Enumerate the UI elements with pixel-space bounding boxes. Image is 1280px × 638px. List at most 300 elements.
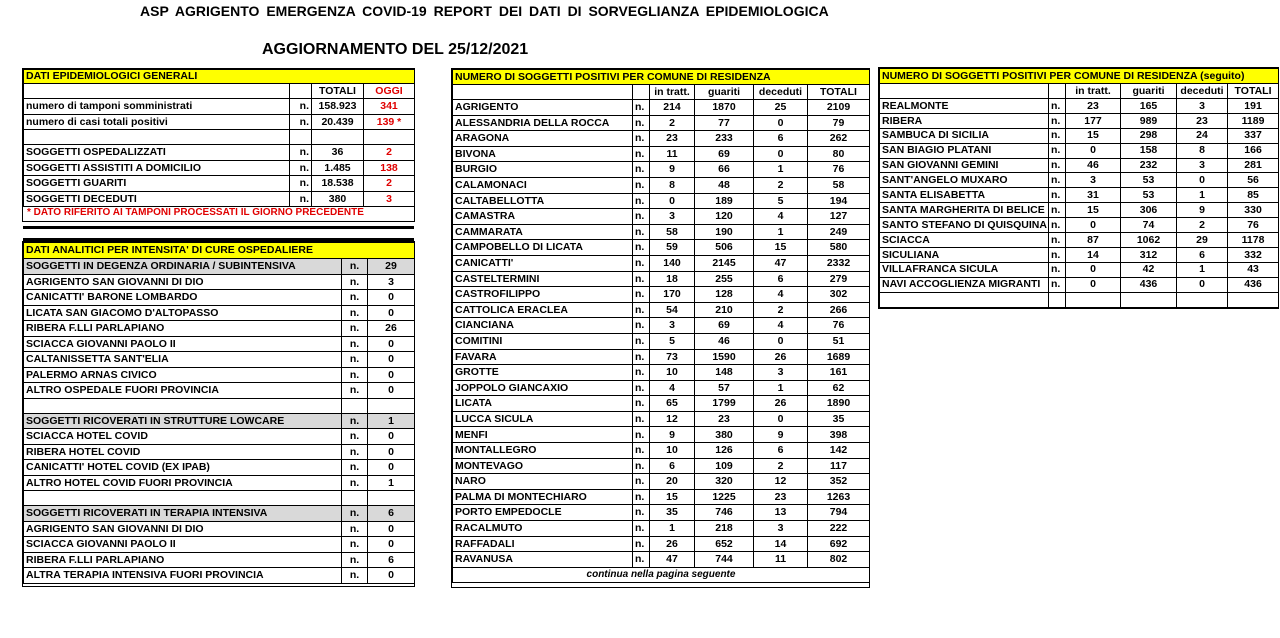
analytic-label: AGRIGENTO SAN GIOVANNI DI DIO <box>24 521 342 537</box>
comune-deceduti: 47 <box>754 255 808 271</box>
analytic-row <box>24 336 415 352</box>
comune-n: n. <box>633 365 650 381</box>
spacer-cell <box>1177 292 1228 307</box>
analytic-value: 3 <box>368 274 415 290</box>
comune-deceduti: 0 <box>754 146 808 162</box>
comune-row <box>453 365 870 381</box>
comune-deceduti: 1 <box>754 162 808 178</box>
spacer-cell <box>1066 292 1121 307</box>
comune-in-tratt: 20 <box>650 474 695 490</box>
spacer-cell <box>880 292 1049 307</box>
spacer-row <box>880 292 1279 307</box>
comune-guariti: 210 <box>695 302 754 318</box>
comune-n: n. <box>633 146 650 162</box>
comune-n: n. <box>1049 99 1066 114</box>
comune-in-tratt: 11 <box>650 146 695 162</box>
comune-name: RACALMUTO <box>453 521 633 537</box>
comune-n: n. <box>633 552 650 568</box>
comune-row <box>453 287 870 303</box>
general-total: 18.538 <box>312 176 364 192</box>
comuni-header-row <box>453 70 870 85</box>
comune-row <box>880 158 1279 173</box>
comune-guariti: 1870 <box>695 100 754 116</box>
comune-in-tratt: 15 <box>1066 128 1121 143</box>
general-data-table <box>23 69 415 207</box>
general-total: 20.439 <box>312 114 364 130</box>
general-label: numero di tamponi somministrati <box>24 99 290 115</box>
comuni-continued-table <box>879 68 1279 308</box>
continue-row <box>453 567 870 582</box>
comune-guariti: 46 <box>695 333 754 349</box>
comune-name: JOPPOLO GIANCAXIO <box>453 380 633 396</box>
analytic-n: n. <box>342 305 368 321</box>
comune-totali: 352 <box>808 474 870 490</box>
comune-in-tratt: 54 <box>650 302 695 318</box>
comune-totali: 161 <box>808 365 870 381</box>
comune-guariti: 233 <box>695 131 754 147</box>
analytic-row <box>24 521 415 537</box>
analytic-value: 0 <box>368 352 415 368</box>
comune-guariti: 436 <box>1121 277 1177 292</box>
general-label: SOGGETTI DECEDUTI <box>24 191 290 207</box>
comune-n: n. <box>633 427 650 443</box>
analytic-row <box>24 460 415 476</box>
comune-in-tratt: 35 <box>650 505 695 521</box>
comune-row <box>453 100 870 116</box>
analytic-n: n. <box>342 460 368 476</box>
comune-name: ALESSANDRIA DELLA ROCCA <box>453 115 633 131</box>
comune-n: n. <box>1049 218 1066 233</box>
comune-in-tratt: 6 <box>650 458 695 474</box>
comune-totali: 166 <box>1228 143 1279 158</box>
comune-totali: 692 <box>808 536 870 552</box>
comune-totali: 79 <box>808 115 870 131</box>
comune-n: n. <box>1049 143 1066 158</box>
analytic-header: DATI ANALITICI PER INTENSITA' DI CURE OSPEDALIERE <box>24 243 415 259</box>
analytic-row <box>24 537 415 553</box>
comune-deceduti: 6 <box>754 443 808 459</box>
comune-deceduti: 25 <box>754 100 808 116</box>
comune-totali: 222 <box>808 521 870 537</box>
comune-guariti: 120 <box>695 209 754 225</box>
comune-guariti: 165 <box>1121 99 1177 114</box>
comune-deceduti: 0 <box>1177 173 1228 188</box>
comune-row <box>453 271 870 287</box>
comune-deceduti: 6 <box>1177 247 1228 262</box>
comune-in-tratt: 18 <box>650 271 695 287</box>
comune-totali: 266 <box>808 302 870 318</box>
spacer-cell <box>24 84 290 99</box>
comune-in-tratt: 3 <box>650 209 695 225</box>
comune-guariti: 380 <box>695 427 754 443</box>
comune-guariti: 69 <box>695 146 754 162</box>
analytic-row <box>24 429 415 445</box>
comune-guariti: 232 <box>1121 158 1177 173</box>
analytic-n: n. <box>342 444 368 460</box>
comune-name: CANICATTI' <box>453 255 633 271</box>
comune-name: SANTA MARGHERITA DI BELICE <box>880 203 1049 218</box>
spacer-cell <box>1121 292 1177 307</box>
analytic-value: 0 <box>368 460 415 476</box>
analytic-n: n. <box>342 352 368 368</box>
col-guariti: guariti <box>1121 84 1177 99</box>
general-total: 1.485 <box>312 160 364 176</box>
analytic-label: RIBERA F.LLI PARLAPIANO <box>24 552 342 568</box>
comune-totali: 1890 <box>808 396 870 412</box>
comune-row <box>453 474 870 490</box>
comune-n: n. <box>1049 173 1066 188</box>
comune-deceduti: 0 <box>754 411 808 427</box>
comune-deceduti: 1 <box>754 224 808 240</box>
analytic-label: ALTRO HOTEL COVID FUORI PROVINCIA <box>24 475 342 491</box>
comune-guariti: 48 <box>695 177 754 193</box>
comune-row <box>453 552 870 568</box>
spacer-cell <box>1049 292 1066 307</box>
spacer-cell <box>290 130 312 145</box>
general-n: n. <box>290 145 312 161</box>
comuni-header-row <box>880 69 1279 84</box>
comune-row <box>453 209 870 225</box>
comune-deceduti: 29 <box>1177 233 1228 248</box>
comune-name: SANTO STEFANO DI QUISQUINA <box>880 218 1049 233</box>
comune-n: n. <box>633 287 650 303</box>
comune-n: n. <box>633 443 650 459</box>
spacer-cell <box>24 398 342 413</box>
comune-name: VILLAFRANCA SICULA <box>880 262 1049 277</box>
comune-guariti: 69 <box>695 318 754 334</box>
comune-totali: 191 <box>1228 99 1279 114</box>
comune-name: CALTABELLOTTA <box>453 193 633 209</box>
comune-name: SICULIANA <box>880 247 1049 262</box>
comune-row <box>453 131 870 147</box>
divider <box>23 226 414 229</box>
comune-totali: 58 <box>808 177 870 193</box>
comune-guariti: 128 <box>695 287 754 303</box>
report-title: ASP AGRIGENTO EMERGENZA COVID-19 REPORT DEI DATI DI SORVEGLIANZA EPIDEMIOLOGICA <box>140 3 829 19</box>
comune-name: MONTEVAGO <box>453 458 633 474</box>
comune-n: n. <box>633 240 650 256</box>
comune-deceduti: 3 <box>754 521 808 537</box>
spacer-cell <box>364 130 415 145</box>
comune-name: RAFFADALI <box>453 536 633 552</box>
spacer-cell <box>453 85 633 100</box>
comune-row <box>880 128 1279 143</box>
update-date: AGGIORNAMENTO DEL 25/12/2021 <box>262 41 529 58</box>
general-row <box>24 145 415 161</box>
comune-deceduti: 24 <box>1177 128 1228 143</box>
comune-name: CAMASTRA <box>453 209 633 225</box>
comune-row <box>880 277 1279 292</box>
general-total: 36 <box>312 145 364 161</box>
comune-in-tratt: 5 <box>650 333 695 349</box>
spacer-cell <box>312 130 364 145</box>
general-header: DATI EPIDEMIOLOGICI GENERALI <box>24 70 415 84</box>
comune-n: n. <box>633 349 650 365</box>
comune-n: n. <box>633 271 650 287</box>
comune-row <box>453 115 870 131</box>
general-row <box>24 176 415 192</box>
analytic-value: 0 <box>368 383 415 399</box>
comune-totali: 279 <box>808 271 870 287</box>
comune-deceduti: 1 <box>1177 262 1228 277</box>
comune-deceduti: 1 <box>754 380 808 396</box>
comune-deceduti: 5 <box>754 193 808 209</box>
analytic-data-table <box>23 242 415 584</box>
comune-guariti: 74 <box>1121 218 1177 233</box>
analytic-data-panel <box>22 241 415 587</box>
analytic-value: 0 <box>368 568 415 584</box>
col-oggi: OGGI <box>364 84 415 99</box>
comune-n: n. <box>633 536 650 552</box>
comune-name: AGRIGENTO <box>453 100 633 116</box>
comune-name: GROTTE <box>453 365 633 381</box>
comune-in-tratt: 46 <box>1066 158 1121 173</box>
comune-guariti: 744 <box>695 552 754 568</box>
comune-guariti: 53 <box>1121 173 1177 188</box>
comune-in-tratt: 0 <box>650 193 695 209</box>
analytic-row <box>24 290 415 306</box>
group-value: 29 <box>368 259 415 275</box>
comune-row <box>453 521 870 537</box>
comune-guariti: 126 <box>695 443 754 459</box>
comune-totali: 337 <box>1228 128 1279 143</box>
comune-name: CAMMARATA <box>453 224 633 240</box>
comuni-table <box>452 69 870 583</box>
spacer-cell <box>1228 292 1279 307</box>
comune-in-tratt: 15 <box>650 489 695 505</box>
comune-guariti: 1062 <box>1121 233 1177 248</box>
comune-guariti: 109 <box>695 458 754 474</box>
comune-deceduti: 4 <box>754 318 808 334</box>
general-today: 138 <box>364 160 415 176</box>
analytic-label: RIBERA F.LLI PARLAPIANO <box>24 321 342 337</box>
comune-row <box>880 233 1279 248</box>
analytic-row <box>24 367 415 383</box>
comune-row <box>880 99 1279 114</box>
analytic-value: 0 <box>368 429 415 445</box>
comune-deceduti: 1 <box>1177 188 1228 203</box>
analytic-label: RIBERA HOTEL COVID <box>24 444 342 460</box>
comune-name: CAMPOBELLO DI LICATA <box>453 240 633 256</box>
comune-in-tratt: 0 <box>1066 143 1121 158</box>
comune-name: ARAGONA <box>453 131 633 147</box>
spacer-cell <box>368 398 415 413</box>
comune-guariti: 148 <box>695 365 754 381</box>
comune-name: CATTOLICA ERACLEA <box>453 302 633 318</box>
comune-row <box>453 177 870 193</box>
col-totali: TOTALI <box>312 84 364 99</box>
analytic-n: n. <box>342 321 368 337</box>
group-label: SOGGETTI RICOVERATI IN TERAPIA INTENSIVA <box>24 506 342 522</box>
general-note: * DATO RIFERITO AI TAMPONI PROCESSATI IL GIORNO PRECEDENTE <box>27 207 364 218</box>
comune-totali: 802 <box>808 552 870 568</box>
analytic-row <box>24 568 415 584</box>
comune-name: MENFI <box>453 427 633 443</box>
comune-row <box>453 427 870 443</box>
comune-row <box>453 318 870 334</box>
comune-deceduti: 3 <box>754 365 808 381</box>
comune-totali: 2332 <box>808 255 870 271</box>
comune-n: n. <box>633 333 650 349</box>
comune-guariti: 53 <box>1121 188 1177 203</box>
comune-in-tratt: 65 <box>650 396 695 412</box>
comune-name: CASTELTERMINI <box>453 271 633 287</box>
comune-in-tratt: 10 <box>650 365 695 381</box>
comune-n: n. <box>633 396 650 412</box>
comune-guariti: 255 <box>695 271 754 287</box>
comune-in-tratt: 1 <box>650 521 695 537</box>
general-total: 158.923 <box>312 99 364 115</box>
analytic-label: SCIACCA HOTEL COVID <box>24 429 342 445</box>
comune-guariti: 77 <box>695 115 754 131</box>
comune-guariti: 57 <box>695 380 754 396</box>
analytic-value: 0 <box>368 537 415 553</box>
analytic-group-row <box>24 506 415 522</box>
comune-deceduti: 3 <box>1177 99 1228 114</box>
comune-in-tratt: 47 <box>650 552 695 568</box>
col-totali: TOTALI <box>1228 84 1279 99</box>
comune-deceduti: 23 <box>754 489 808 505</box>
general-label: SOGGETTI ASSISTITI A DOMICILIO <box>24 160 290 176</box>
comune-n: n. <box>633 131 650 147</box>
analytic-value: 0 <box>368 444 415 460</box>
comune-n: n. <box>1049 262 1066 277</box>
comune-in-tratt: 12 <box>650 411 695 427</box>
general-data-panel <box>22 68 415 222</box>
comune-totali: 62 <box>808 380 870 396</box>
comune-totali: 302 <box>808 287 870 303</box>
analytic-n: n. <box>342 290 368 306</box>
comune-row <box>453 458 870 474</box>
general-today: 3 <box>364 191 415 207</box>
analytic-row <box>24 383 415 399</box>
analytic-group-row <box>24 413 415 429</box>
comune-in-tratt: 9 <box>650 427 695 443</box>
comune-deceduti: 15 <box>754 240 808 256</box>
comune-in-tratt: 0 <box>1066 277 1121 292</box>
spacer-cell <box>633 85 650 100</box>
comune-totali: 580 <box>808 240 870 256</box>
analytic-value: 1 <box>368 475 415 491</box>
comune-n: n. <box>633 380 650 396</box>
comune-guariti: 312 <box>1121 247 1177 262</box>
analytic-row <box>24 274 415 290</box>
comune-row <box>880 218 1279 233</box>
comune-guariti: 320 <box>695 474 754 490</box>
comune-totali: 332 <box>1228 247 1279 262</box>
comune-in-tratt: 23 <box>650 131 695 147</box>
general-n: n. <box>290 99 312 115</box>
comune-deceduti: 0 <box>1177 277 1228 292</box>
comune-deceduti: 2 <box>1177 218 1228 233</box>
comune-n: n. <box>633 489 650 505</box>
col-in-tratt: in tratt. <box>1066 84 1121 99</box>
col-guariti: guariti <box>695 85 754 100</box>
comune-totali: 249 <box>808 224 870 240</box>
comune-guariti: 66 <box>695 162 754 178</box>
comune-name: SCIACCA <box>880 233 1049 248</box>
comune-name: CIANCIANA <box>453 318 633 334</box>
comune-guariti: 1590 <box>695 349 754 365</box>
spacer-cell <box>342 398 368 413</box>
general-row <box>24 114 415 130</box>
comune-name: COMITINI <box>453 333 633 349</box>
comune-deceduti: 12 <box>754 474 808 490</box>
analytic-value: 6 <box>368 552 415 568</box>
comune-totali: 35 <box>808 411 870 427</box>
analytic-value: 0 <box>368 290 415 306</box>
comune-n: n. <box>1049 233 1066 248</box>
analytic-n: n. <box>342 552 368 568</box>
comune-totali: 117 <box>808 458 870 474</box>
spacer-cell <box>24 130 290 145</box>
comune-row <box>453 443 870 459</box>
comune-guariti: 506 <box>695 240 754 256</box>
comune-deceduti: 3 <box>1177 158 1228 173</box>
comune-guariti: 1225 <box>695 489 754 505</box>
comune-n: n. <box>633 224 650 240</box>
analytic-row <box>24 552 415 568</box>
comune-deceduti: 14 <box>754 536 808 552</box>
comune-name: SAN GIOVANNI GEMINI <box>880 158 1049 173</box>
col-deceduti: deceduti <box>754 85 808 100</box>
analytic-n: n. <box>342 537 368 553</box>
comune-totali: 56 <box>1228 173 1279 188</box>
analytic-row <box>24 305 415 321</box>
analytic-n: n. <box>342 521 368 537</box>
comune-n: n. <box>633 458 650 474</box>
analytic-label: ALTRA TERAPIA INTENSIVA FUORI PROVINCIA <box>24 568 342 584</box>
comune-in-tratt: 9 <box>650 162 695 178</box>
comune-in-tratt: 8 <box>650 177 695 193</box>
comune-name: NARO <box>453 474 633 490</box>
comune-deceduti: 11 <box>754 552 808 568</box>
comune-n: n. <box>1049 158 1066 173</box>
comune-in-tratt: 10 <box>650 443 695 459</box>
analytic-label: CANICATTI' BARONE LOMBARDO <box>24 290 342 306</box>
comune-deceduti: 26 <box>754 349 808 365</box>
comuni-columns-row <box>453 85 870 100</box>
comune-guariti: 2145 <box>695 255 754 271</box>
analytic-row <box>24 444 415 460</box>
comune-n: n. <box>633 115 650 131</box>
comune-n: n. <box>633 505 650 521</box>
comune-totali: 85 <box>1228 188 1279 203</box>
comune-deceduti: 2 <box>754 177 808 193</box>
comune-n: n. <box>1049 128 1066 143</box>
comune-totali: 330 <box>1228 203 1279 218</box>
group-value: 1 <box>368 413 415 429</box>
comune-row <box>880 203 1279 218</box>
comune-n: n. <box>1049 188 1066 203</box>
comune-n: n. <box>1049 113 1066 128</box>
analytic-label: PALERMO ARNAS CIVICO <box>24 367 342 383</box>
spacer-row <box>24 491 415 506</box>
comune-totali: 1263 <box>808 489 870 505</box>
col-totali: TOTALI <box>808 85 870 100</box>
comune-row <box>453 162 870 178</box>
comune-deceduti: 6 <box>754 271 808 287</box>
comune-n: n. <box>633 318 650 334</box>
comune-totali: 398 <box>808 427 870 443</box>
analytic-label: SCIACCA GIOVANNI PAOLO II <box>24 336 342 352</box>
comune-deceduti: 0 <box>754 115 808 131</box>
general-today: 2 <box>364 145 415 161</box>
comune-row <box>453 193 870 209</box>
comune-name: RAVANUSA <box>453 552 633 568</box>
comune-in-tratt: 3 <box>650 318 695 334</box>
comune-n: n. <box>1049 277 1066 292</box>
